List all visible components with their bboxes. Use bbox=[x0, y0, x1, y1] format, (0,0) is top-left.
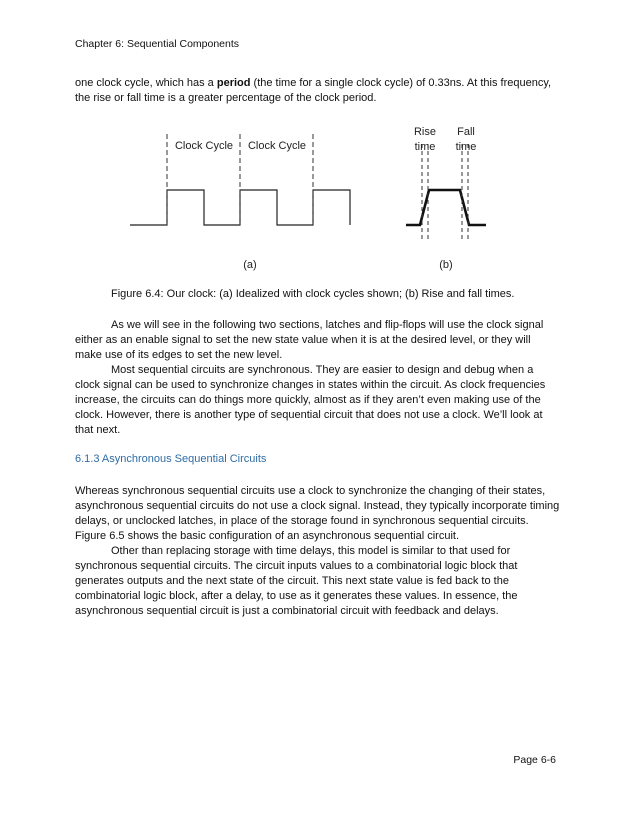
fall-time-label: time bbox=[455, 141, 477, 153]
section-paragraph-2: Other than replacing storage with time delays, this model is similar to that used for synchronous sequential circuits. The circuit inputs values to a combinatorial logic block that generates outputs and the next state of the circuit. This next state value is fed back to the combinatorial logic block, after a delay, to use as it generates these values. In essence, the asynchronous sequential circuit is just a combinatorial circuit with feedback and delays. bbox=[75, 545, 518, 617]
fall-label: Fall bbox=[457, 126, 475, 138]
real-clock-waveform bbox=[406, 190, 486, 225]
rise-label: Rise bbox=[413, 126, 437, 138]
label-a: (a) bbox=[243, 259, 257, 271]
intro-text-2: (the time for a single clock cycle) of 0.33ns. At this frequency, the rise or fall time is a greater percentage of the clock period. bbox=[75, 77, 552, 104]
figure-6-4 bbox=[120, 122, 520, 272]
figure-caption: Figure 6.4: Our clock: (a) Idealized with clock cycles shown; (b) Rise and fall times. bbox=[111, 288, 515, 300]
body-paragraph-1: As we will see in the following two sections, latches and flip-flops will use the clock signal either as an enable signal to set the new state value when it is at the desired level, or they will make use of its edges to set the new level. bbox=[75, 319, 544, 361]
clock-cycle-label-2: Clock Cycle bbox=[247, 140, 307, 152]
body-paragraphs bbox=[75, 318, 560, 438]
chapter-header: Chapter 6: Sequential Components bbox=[75, 38, 240, 50]
clock-diagram bbox=[120, 122, 520, 272]
intro-text-1: one clock cycle, which has a bbox=[75, 77, 217, 89]
section-heading: 6.1.3 Asynchronous Sequential Circuits bbox=[75, 453, 267, 465]
label-b: (b) bbox=[439, 259, 453, 271]
clock-cycle-label-1: Clock Cycle bbox=[174, 140, 234, 152]
body-paragraph-2: Most sequential circuits are synchronous. They are easier to design and debug when a clock signal can be used to synchronize changes in states within the circuit. As clock frequencies increase, the circuits can do things more quickly, almost as if they aren’t even making use of the clock. However, there is another type of sequential circuit that does not use a clock. We’ll look at that next. bbox=[75, 364, 546, 436]
intro-bold-term: period bbox=[216, 77, 251, 89]
intro-paragraph bbox=[75, 76, 560, 106]
page-number: Page 6-6 bbox=[513, 754, 556, 766]
section-paragraph-1: Whereas synchronous sequential circuits use a clock to synchronize the changing of their states, asynchronous sequential circuits do not use a clock signal. Instead, they typically incorporate timing delays, or unclocked latches, in place of the storage found in synchronous sequential circuits. Figure 6.5 shows the basic configuration of an asynchronous sequential circuit. bbox=[75, 485, 560, 542]
rise-time-label: time bbox=[414, 141, 436, 153]
section-paragraphs bbox=[75, 484, 560, 619]
